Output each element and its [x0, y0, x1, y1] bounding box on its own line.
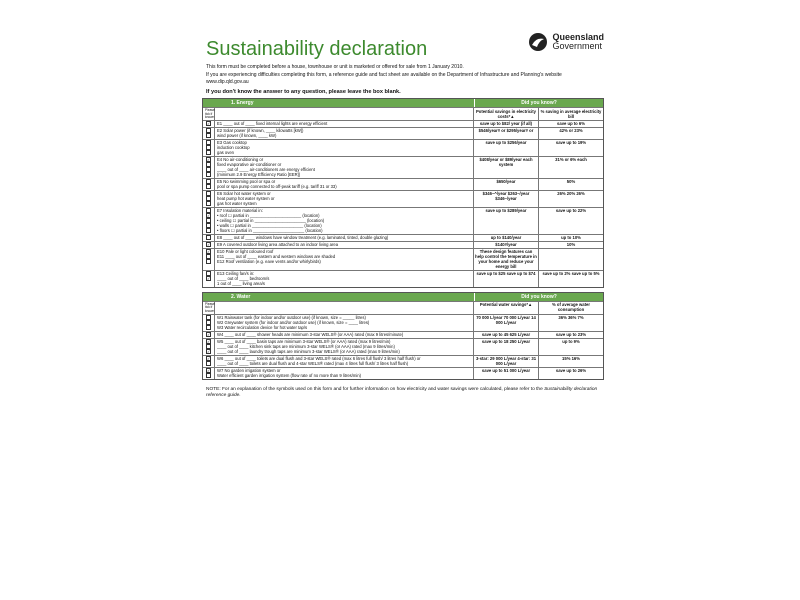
checkbox[interactable]: ✓	[207, 242, 211, 248]
water-section-header	[203, 293, 603, 301]
checkbox[interactable]: ✓	[207, 356, 211, 362]
water-did-you-know: Did you know?	[474, 293, 603, 301]
percent-saving: save up to 26%	[555, 368, 587, 374]
item-description	[215, 249, 474, 270]
description-line: E6 Solar hot water system or	[217, 191, 271, 197]
checkbox[interactable]: ✓	[207, 368, 211, 374]
percent-saving: 50%	[566, 179, 576, 185]
description-line: pool or spa pump connected to off-peak tariff (e.g. tariff 31 or 33)	[217, 184, 337, 190]
description-line: heat pump hot water system or	[217, 196, 275, 202]
table-row	[203, 355, 603, 367]
checkbox-cell	[203, 235, 215, 241]
description-line: • ceiling ☐ partial in ______________________ (location)	[217, 218, 325, 224]
instruction-text: If you don't know the answer to any question, please leave the box blank.	[206, 89, 401, 95]
potential-savings: $650/year	[474, 179, 539, 190]
checkbox-cell	[203, 128, 215, 139]
table-row	[203, 331, 603, 338]
potential-savings: save up to $289/year	[474, 208, 539, 234]
water-rows	[203, 314, 603, 379]
table-row	[203, 156, 603, 178]
description-line: E3 Gas cooktop	[217, 140, 247, 146]
energy-did-you-know: Did you know?	[474, 99, 603, 107]
water-section	[202, 292, 604, 380]
description-line: gas oven	[217, 150, 234, 156]
item-description	[215, 242, 474, 248]
percent-column-header: % of average water consumption	[552, 302, 590, 313]
tick-column-label: Please tick if known	[205, 108, 215, 120]
checkbox[interactable]: ✓	[207, 157, 211, 163]
checkbox-cell	[203, 271, 215, 287]
description-line: E8 ____ out of ____ windows have window treatment (e.g. laminated, tinted, double glazing)	[217, 235, 389, 241]
description-line: • roof ☐ partial in ______________________ (location)	[217, 213, 320, 219]
water-column-header	[203, 301, 603, 314]
description-column	[215, 108, 474, 120]
description-line: E9 A covered outdoor living area attached to an indoor living area	[217, 242, 339, 248]
percent-saving: 15% 16%	[562, 356, 580, 362]
table-row	[203, 139, 603, 156]
declaration-form	[196, 12, 610, 588]
description-line: E7 Insulation material in:	[217, 208, 263, 214]
description-line: W4 ____ out of ____ shower heads are minimum 3-star WELS® (or AAA) rated (max 9 litres/minute)	[217, 332, 404, 338]
item-description	[215, 191, 474, 207]
potential-savings: up to $140/year	[474, 235, 539, 241]
footnote-text: NOTE: For an explanation of the symbols used on this form and for further information on how electricity and water savings were calculated, please refer to the	[206, 386, 543, 392]
tick-column-label: Please tick if known	[205, 301, 215, 313]
potential-savings: save up to 45 625 L/year	[474, 332, 539, 338]
description-line: fixed evaporative air-conditioner or	[217, 162, 282, 168]
item-description	[215, 157, 474, 178]
table-row	[203, 241, 603, 248]
table-row	[203, 120, 603, 127]
checkbox-cell	[203, 356, 215, 367]
item-description	[215, 332, 474, 338]
checkbox[interactable]	[206, 172, 211, 177]
description-line: E13 Ceiling fan/s in:	[217, 271, 255, 277]
table-row	[203, 127, 603, 139]
checkbox-cell	[203, 157, 215, 178]
table-row	[203, 234, 603, 241]
item-description	[215, 315, 474, 331]
table-row	[203, 314, 603, 331]
potential-savings: These design features can help control the temperature in your home and reduce your energy bill	[474, 249, 539, 270]
checkbox-cell	[203, 121, 215, 127]
checkbox[interactable]: ✓	[207, 276, 211, 282]
potential-savings: save up to $25 save up to $74	[474, 271, 539, 287]
energy-heading: 1. Energy	[231, 100, 254, 106]
checkbox[interactable]	[206, 228, 211, 233]
energy-section	[202, 98, 604, 288]
percent-saving: up to 9%	[562, 339, 580, 345]
description-line: W7 No garden irrigation system or	[217, 368, 281, 374]
percent-column-header: % saving in average electricity bill	[540, 108, 602, 119]
checkbox[interactable]: ✓	[207, 349, 211, 355]
description-line: 1 out of ____ living area/s	[217, 281, 265, 287]
checkbox-cell	[203, 242, 215, 248]
checkbox-cell	[203, 179, 215, 190]
checkbox[interactable]	[206, 325, 211, 330]
checkbox-cell	[203, 315, 215, 331]
percent-saving: save up to 2% save up to 5%	[542, 271, 600, 277]
checkbox[interactable]: ✓	[207, 249, 211, 255]
item-description	[215, 356, 474, 367]
percent-saving: 36% 36% 7%	[558, 315, 584, 321]
form-header	[196, 12, 610, 58]
description-line: wind power (if known, ____ kW)	[217, 133, 277, 139]
description-line: ____ out of ____ air-conditioners are energy efficient	[217, 167, 315, 173]
checkbox[interactable]	[206, 184, 211, 189]
item-description	[215, 179, 474, 190]
item-description	[215, 128, 474, 139]
table-row	[203, 178, 603, 190]
description-line: ____ out of ____ laundry trough taps are minimum 3-star WELS® (or AAA) rated (max 9 litres/min)	[217, 349, 400, 355]
potential-savings: save up to $256/year	[474, 140, 539, 156]
checkbox[interactable]	[206, 259, 211, 264]
checkbox-cell	[203, 191, 215, 207]
description-line: E5 No swimming pool or spa or	[217, 179, 276, 185]
potential-savings: 3-star: 29 000 L/year 4-star: 31 000 L/year	[474, 356, 539, 367]
description-line: induction cooktop	[217, 145, 250, 151]
checkbox[interactable]	[206, 133, 211, 138]
description-line: E1 ____ out of ____ fixed internal lights are energy efficient	[217, 121, 328, 127]
item-description	[215, 208, 474, 234]
percent-saving: 31% or 6% each	[555, 157, 587, 163]
percent-saving: 10%	[566, 242, 576, 248]
description-line: • walls ☐ partial in ______________________ (location)	[217, 223, 322, 229]
percent-saving: 26% 20% 26%	[557, 191, 585, 197]
logo-line2: Government	[552, 41, 603, 51]
percent-saving: 42% or 23%	[559, 128, 583, 134]
description-line: (minimum 2.9 Energy Efficiency Ratio [EER])	[217, 172, 301, 178]
item-description	[215, 235, 474, 241]
item-description	[215, 271, 474, 287]
description-line: Water efficient garden irrigation system (flow rate of no more than 9 litres/min)	[217, 373, 362, 379]
item-description	[215, 140, 474, 156]
table-row	[203, 367, 603, 379]
checkbox[interactable]	[206, 235, 211, 240]
description-line: E11 ____ out of ____ eastern and western windows are shaded	[217, 254, 336, 260]
description-line: W3 Water recirculation device for hot water tap/s	[217, 325, 308, 331]
checkbox-cell	[203, 249, 215, 270]
energy-rows	[203, 120, 603, 287]
government-logo	[528, 32, 604, 52]
energy-column-header	[203, 107, 603, 120]
checkbox[interactable]: ✓	[207, 339, 211, 345]
description-line: • floors ☐ partial in ______________________ (location)	[217, 228, 323, 234]
footnote-guide-title: Sustainability declaration reference guide.	[206, 386, 598, 399]
description-line: E4 No air-conditioning or	[217, 157, 264, 163]
potential-savings: save up to 51 000 L/year	[474, 368, 539, 379]
checkbox[interactable]: ✓	[207, 213, 211, 219]
crest-icon	[528, 32, 548, 52]
intro-text	[196, 58, 610, 86]
description-line: ____ out of ____ kitchen sink taps are minimum 3-star WELS® (or AAA) rated (max 9 litres/min)	[217, 344, 395, 350]
intro-paragraph-1: This form must be completed before a house, townhouse or unit is marketed or offered for sale from 1 January 2010.	[206, 64, 464, 70]
percent-saving: save up to 23%	[555, 332, 587, 338]
description-line: W6 ____ out of ____ toilets are dual flush and 3-star WELS® rated (max 6 litres full flush/ 3 litres half flush) or	[217, 356, 421, 362]
potential-savings: save up to 18 250 L/year	[474, 339, 539, 355]
checkbox-cell	[203, 332, 215, 338]
item-description	[215, 368, 474, 379]
percent-saving: save up to 19%	[555, 140, 587, 146]
checkbox[interactable]	[206, 150, 211, 155]
percent-saving: save up to 6%	[557, 121, 585, 127]
potential-savings: $346~^/year $263~/year $346~/year	[474, 191, 539, 207]
energy-section-header	[203, 99, 603, 107]
description-line: gas hot water system	[217, 201, 257, 207]
potential-savings: save up to $82/ year (if all)	[474, 121, 539, 127]
potential-savings: 70 000 L/year 70 000 L/year 14 000 L/year	[474, 315, 539, 331]
checkbox[interactable]: ✓	[207, 332, 211, 338]
potential-savings: $140#/year	[474, 242, 539, 248]
savings-column-header: Potential savings in electricity costs*▲	[474, 108, 539, 120]
savings-column-header: Potential water savings*▲	[474, 302, 539, 314]
description-line: E10 Pale or light coloured roof	[217, 249, 274, 255]
checkbox[interactable]	[206, 373, 211, 378]
checkbox-cell	[203, 368, 215, 379]
checkbox-cell	[203, 339, 215, 355]
water-heading: 2. Water	[231, 293, 251, 300]
description-column	[215, 302, 474, 314]
description-line: E2 Solar power (if known, ____ kilowatts [kW])	[217, 128, 304, 134]
percent-saving	[539, 249, 603, 270]
description-line: E12 Roof ventilation (e.g. eave vents and/or whirlybirds)	[217, 259, 321, 265]
description-line: W2 Greywater system (for indoor and/or outdoor use) (if known, size = ____ litres)	[217, 320, 370, 326]
checkbox-cell	[203, 208, 215, 234]
description-line: ____ out of ____ toilets are dual flush and 4-star WELS® rated (max 4 litres full flush/ 3 litres half flush)	[217, 361, 409, 367]
checkbox-cell	[203, 140, 215, 156]
table-row	[203, 190, 603, 207]
table-row	[203, 248, 603, 270]
page-title: Sustainability declaration	[206, 38, 428, 60]
intro-paragraph-2: If you are experiencing difficulties completing this form, a reference guide and fact sheet are available on the Department of Infrastructure and Planning's website www.dip.qld.gov.au	[206, 72, 562, 85]
table-row	[203, 338, 603, 355]
description-line: W5 ____ out of ____ basin taps are minimum 3-star WELS® (or AAA) rated (max 9 litres/min)	[217, 339, 391, 345]
percent-saving: up to 10%	[561, 235, 581, 241]
potential-savings: $408/year or $89/year each system	[474, 157, 539, 178]
checkbox[interactable]: ✓	[207, 121, 211, 127]
item-description	[215, 121, 474, 127]
footnote	[196, 380, 610, 400]
potential-savings: $546/year# or $295/year# or	[474, 128, 539, 139]
percent-saving: save up to 22%	[555, 208, 587, 214]
checkbox[interactable]	[206, 361, 211, 366]
checkbox[interactable]	[206, 201, 211, 206]
item-description	[215, 339, 474, 355]
table-row	[203, 270, 603, 287]
table-row	[203, 207, 603, 234]
description-line: ____ out of ____ bedroom/s	[217, 276, 270, 282]
logo-line1: Queensland	[552, 32, 604, 42]
description-line: W1 Rainwater tank (for indoor and/or outdoor use) (if known, size = _____ litres)	[217, 315, 366, 321]
